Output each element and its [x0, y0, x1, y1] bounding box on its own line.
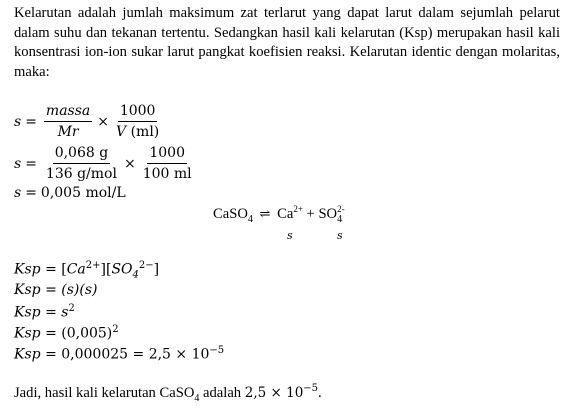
ksp-line-s-s: [14, 282, 97, 298]
eq2-times: ×: [123, 155, 136, 172]
ksp5-equals: =: [45, 346, 57, 363]
anion-subscript: 4: [337, 213, 343, 225]
ksp4-exp: 2: [112, 324, 119, 335]
dissociation-reaction: [213, 204, 345, 225]
eq1-lhs: s: [14, 113, 22, 130]
eq2-fraction-mass: [44, 145, 119, 182]
conclusion-subscript: 4: [194, 392, 200, 404]
eq1-num1: massa: [44, 103, 92, 122]
eq1-den2: V (ml): [116, 124, 160, 140]
ksp1-ca-charge: 2+: [85, 260, 101, 271]
eq2-equals: =: [25, 155, 37, 172]
anion-solubility-label: s: [337, 229, 343, 242]
cation-charge: 2+: [293, 204, 303, 214]
equation-solubility-formula: [14, 103, 164, 140]
ksp1-equals: =: [45, 261, 57, 278]
ksp4-base: (0,005): [61, 325, 113, 342]
ksp4-lhs: Ksp: [14, 325, 41, 342]
ksp1-lhs: Ksp: [14, 261, 41, 278]
ksp2-equals: =: [45, 282, 57, 298]
cation-solubility-label: s: [287, 229, 293, 242]
equation-solubility-substituted: [14, 145, 197, 182]
ksp3-exp: 2: [68, 303, 75, 314]
ksp2-lhs: Ksp: [14, 282, 41, 298]
ksp-line-s-squared: [14, 303, 75, 321]
eq3-equals: =: [25, 185, 37, 201]
ksp1-so-subscript: 4: [132, 269, 139, 281]
eq2-den1: 136 g/mol: [45, 166, 117, 182]
eq1-equals: =: [25, 113, 37, 130]
conclusion-value: 2,5 × 10: [244, 384, 304, 401]
eq1-times: ×: [97, 113, 109, 130]
equation-solubility-result: [14, 185, 126, 201]
eq1-num2: 1000: [118, 103, 158, 122]
ksp1-ca: Ca: [66, 261, 86, 278]
eq3-rhs: 0,005 mol/L: [40, 185, 126, 201]
conclusion-end: .: [318, 384, 322, 401]
ksp-line-result: [14, 345, 224, 363]
intro-paragraph: Kelarutan adalah jumlah maksimum zat terlarut yang dapat larut dalam sejumlah pelarut dalam suhu dan tekanan tertentu. Sedangkan hasil kali kelarutan (Ksp) merupakan hasil kali konsentrasi ion-ion sukar larut pangkat koefisien reaksi. Kelarutan identic dengan molaritas, maka:: [14, 5, 560, 80]
reactant-subscript: 4: [247, 213, 253, 225]
ksp1-so: SO: [111, 261, 133, 278]
eq2-lhs: s: [14, 155, 22, 172]
conclusion-mid: adalah: [199, 384, 245, 401]
ksp1-so-charge: 2−: [138, 260, 154, 271]
conclusion-exp: −5: [303, 383, 319, 394]
ksp3-base: s: [61, 304, 69, 321]
eq2-den2: 100 ml: [142, 166, 192, 182]
eq1-fraction-mass: [44, 103, 92, 140]
ksp5-equals-2: =: [132, 346, 145, 363]
anion-formula: SO: [318, 205, 338, 222]
ksp1-open-bracket: [: [61, 261, 67, 278]
eq1-den1: Mr: [57, 124, 79, 140]
ksp5-exp: −5: [209, 345, 225, 356]
ksp1-mid-bracket: ][: [100, 261, 112, 278]
ksp2-rhs: (s)(s): [61, 282, 98, 298]
ksp4-equals: =: [45, 325, 57, 342]
ksp3-lhs: Ksp: [14, 304, 41, 321]
ksp-line-substituted: [14, 324, 119, 342]
eq3-lhs: s: [14, 185, 22, 201]
ksp5-lhs: Ksp: [14, 346, 41, 363]
reaction-plus: +: [306, 205, 315, 222]
reactant-formula: CaSO: [213, 205, 248, 222]
cation-formula: Ca: [277, 205, 294, 222]
equilibrium-arrow: ⇌: [259, 205, 271, 221]
ksp-line-ions: [14, 260, 159, 280]
conclusion-sentence: [14, 383, 322, 404]
ksp3-equals: =: [45, 304, 57, 321]
ksp5-decimal: 0,000025: [61, 346, 129, 363]
eq2-num1: 0,068 g: [53, 145, 111, 164]
eq1-fraction-volume: [114, 103, 161, 140]
anion-charge: 2-: [337, 204, 345, 214]
ksp5-scientific: 2,5 × 10: [148, 346, 210, 363]
ksp1-close-bracket: ]: [153, 261, 160, 278]
eq2-fraction-volume: [141, 145, 194, 182]
eq2-num2: 1000: [147, 145, 187, 164]
conclusion-prefix: Jadi, hasil kali kelarutan CaSO: [14, 384, 195, 401]
